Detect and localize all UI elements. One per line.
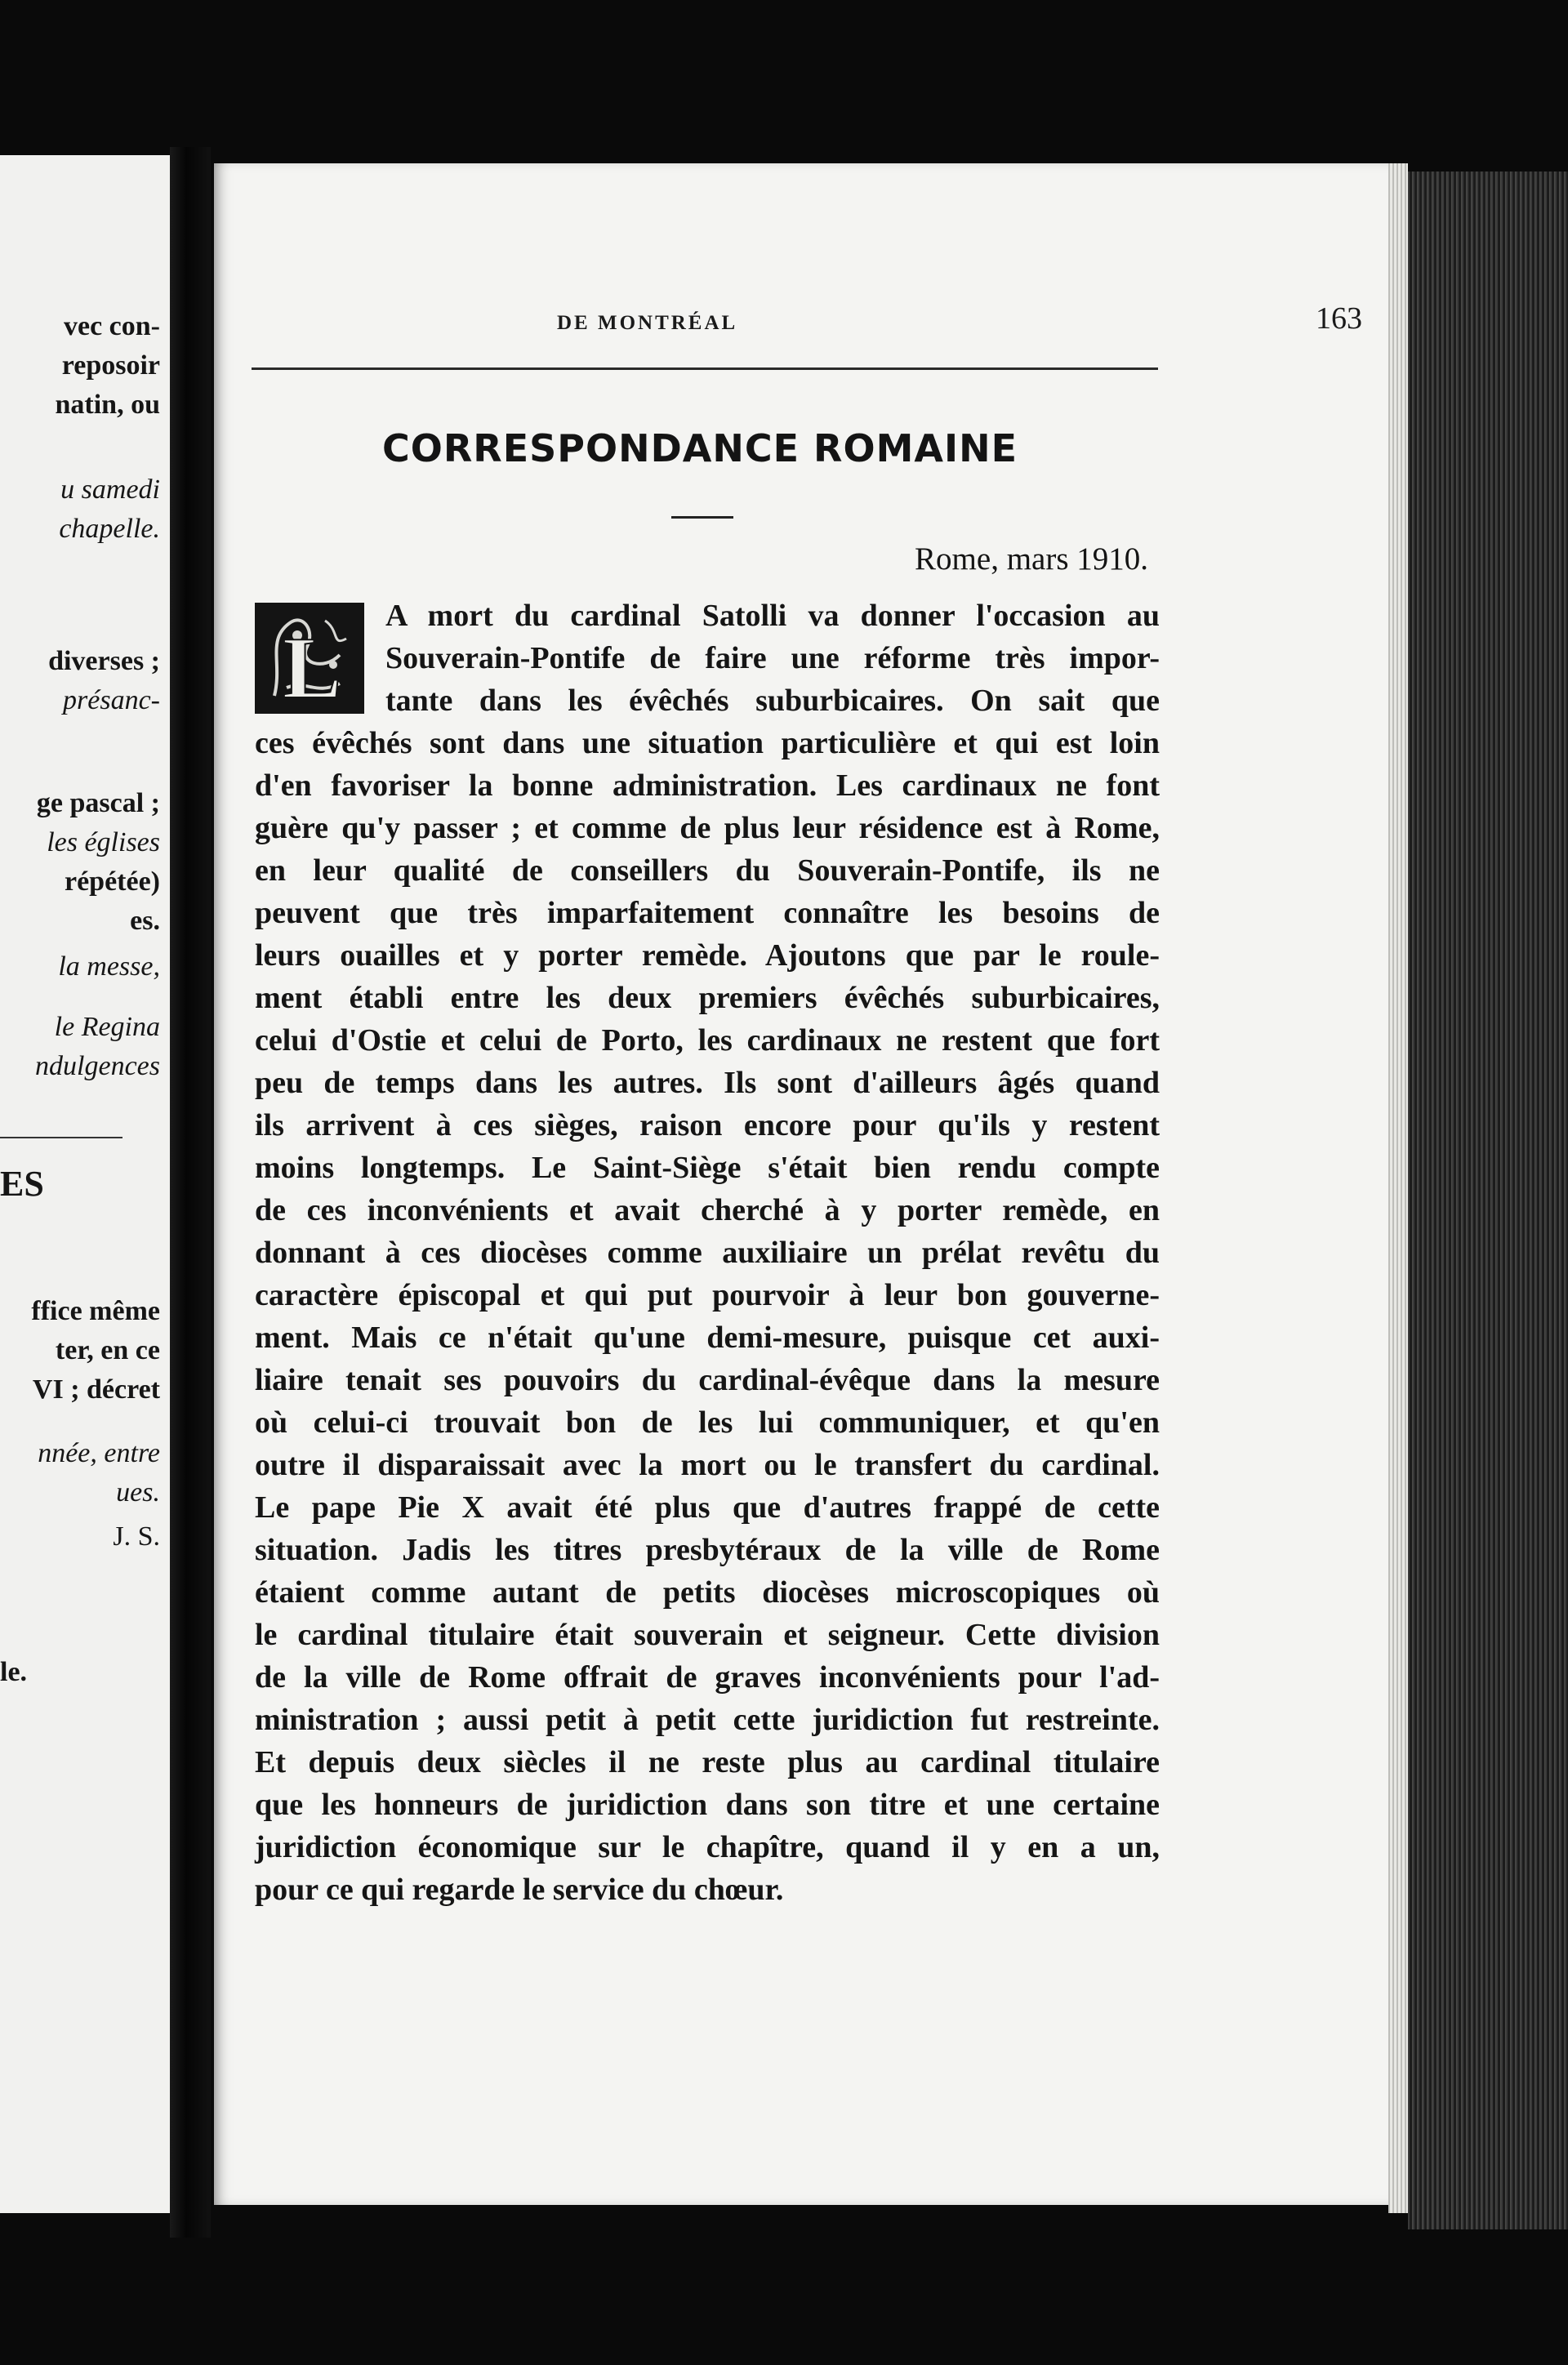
text-line: ment établi entre les deux premiers évêchés suburbicaires, (255, 981, 1160, 1015)
text-line: guère qu'y passer ; et comme de plus leur résidence est à Rome, (255, 811, 1160, 845)
text-line: juridiction économique sur le chapître, quand il y en a un, (255, 1830, 1160, 1864)
article-title: CORRESPONDANCE ROMAINE (382, 426, 1018, 470)
book-fore-edge (1408, 171, 1568, 2229)
text-line: ment. Mais ce n'était qu'une demi-mesure, puisque cet auxi- (255, 1321, 1160, 1355)
left-page-fragment: natin, ou (55, 390, 160, 420)
left-page-fragment: diverses ; (48, 646, 160, 676)
left-page-fragment: le. (0, 1657, 28, 1687)
dropcap-letter: L (283, 620, 342, 710)
text-line: Et depuis deux siècles il ne reste plus au cardinal titulaire (255, 1745, 1160, 1779)
left-page-rule (0, 1137, 122, 1138)
left-page-fragment: VI ; décret (32, 1374, 160, 1405)
text-line: tante dans les évêchés suburbicaires. On sait que (385, 684, 1160, 718)
running-title: DE MONTRÉAL (557, 312, 738, 334)
left-page-fragment: les églises (47, 827, 160, 857)
text-line: où celui-ci trouvait bon de les lui communiquer, et qu'en (255, 1405, 1160, 1440)
text-line: Le pape Pie X avait été plus que d'autres frappé de cette (255, 1490, 1160, 1525)
article-body (255, 595, 1160, 1911)
left-page-fragment: présanc- (63, 685, 160, 715)
text-line: que les honneurs de juridiction dans son titre et une certaine (255, 1788, 1160, 1822)
left-page-fragment: le Regina (54, 1012, 160, 1042)
header-rule (252, 367, 1158, 370)
text-line: peuvent que très imparfaitement connaître les besoins de (255, 896, 1160, 930)
left-page-fragment: répétée) (64, 866, 160, 897)
left-page-fragment: la messe, (58, 951, 160, 982)
right-page (214, 163, 1390, 2205)
text-line: outre il disparaissait avec la mort ou le transfert du cardinal. (255, 1448, 1160, 1482)
left-page-fragment: ffice même (31, 1296, 160, 1326)
left-page-fragment: chapelle. (59, 514, 160, 544)
text-line: leurs ouailles et y porter remède. Ajoutons que par le roule- (255, 938, 1160, 973)
left-facing-page (0, 155, 172, 2213)
page-edge (1388, 163, 1408, 2213)
text-line: pour ce qui regarde le service du chœur. (255, 1873, 784, 1907)
text-line: en leur qualité de conseillers du Souverain-Pontife, ils ne (255, 853, 1160, 888)
text-line: étaient comme autant de petits diocèses microscopiques où (255, 1575, 1160, 1610)
left-page-fragment: ter, en ce (55, 1335, 160, 1365)
text-line: ils arrivent à ces sièges, raison encore pour qu'ils y restent (255, 1108, 1160, 1142)
text-line: ministration ; aussi petit à petit cette juridiction fut restreinte. (255, 1703, 1160, 1737)
text-line: moins longtemps. Le Saint-Siège s'était bien rendu compte (255, 1151, 1160, 1185)
title-rule (671, 516, 733, 519)
left-page-fragment: ES (0, 1164, 44, 1204)
left-page-fragment: nnée, entre (38, 1438, 160, 1468)
left-page-fragment: ues. (116, 1477, 160, 1508)
left-page-fragment: vec con- (63, 311, 160, 341)
left-page-fragment: u samedi (60, 474, 160, 505)
text-line: liaire tenait ses pouvoirs du cardinal-évêque dans la mesure (255, 1363, 1160, 1397)
left-page-fragment: es. (130, 906, 160, 936)
dateline: Rome, mars 1910. (915, 541, 1148, 577)
text-line: de ces inconvénients et avait cherché à y porter remède, en (255, 1193, 1160, 1227)
left-page-fragment: ndulgences (35, 1051, 160, 1081)
text-line: ces évêchés sont dans une situation particulière et qui est loin (255, 726, 1160, 760)
text-line: donnant à ces diocèses comme auxiliaire un prélat revêtu du (255, 1236, 1160, 1270)
text-line: A mort du cardinal Satolli va donner l'occasion au (385, 599, 1160, 633)
running-head (214, 301, 1390, 341)
left-page-fragment: ge pascal ; (36, 788, 160, 818)
book-gutter (170, 147, 211, 2238)
text-line: d'en favoriser la bonne administration. Les cardinaux ne font (255, 768, 1160, 803)
text-line: Souverain-Pontife de faire une réforme très impor- (385, 641, 1160, 675)
text-line: peu de temps dans les autres. Ils sont d'ailleurs âgés quand (255, 1066, 1160, 1100)
text-line: le cardinal titulaire était souverain et seigneur. Cette division (255, 1618, 1160, 1652)
left-page-fragment: reposoir (61, 350, 160, 381)
text-line: situation. Jadis les titres presbytéraux de la ville de Rome (255, 1533, 1160, 1567)
text-line: de la ville de Rome offrait de graves inconvénients pour l'ad- (255, 1660, 1160, 1695)
left-page-fragment: J. S. (113, 1521, 160, 1552)
text-line: celui d'Ostie et celui de Porto, les cardinaux ne restent que fort (255, 1023, 1160, 1058)
page-number: 163 (1316, 301, 1362, 336)
text-line: caractère épiscopal et qui put pourvoir à leur bon gouverne- (255, 1278, 1160, 1312)
